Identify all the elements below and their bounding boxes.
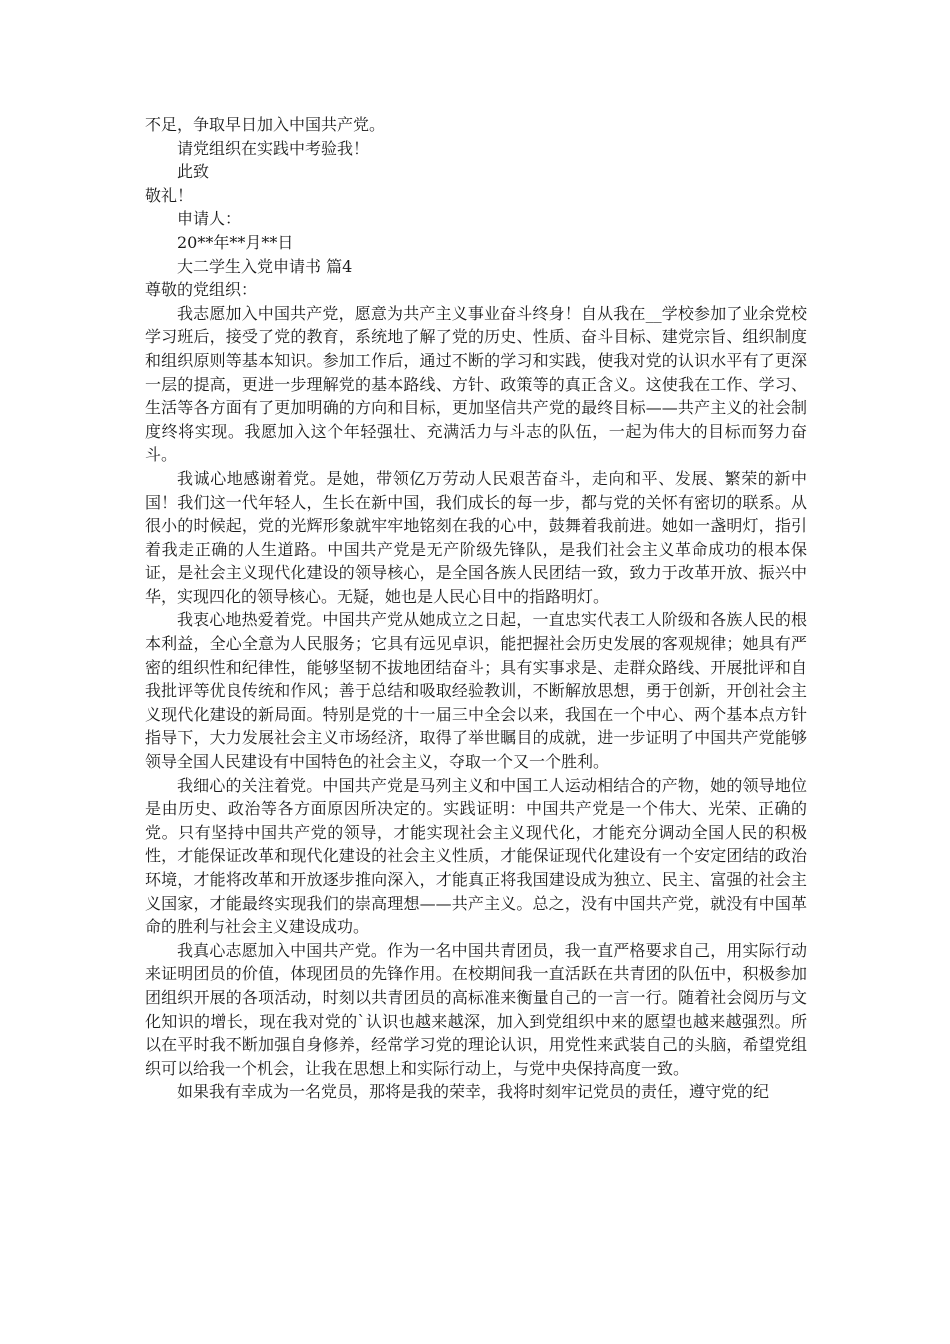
body-paragraph-1: 我志愿加入中国共产党，愿意为共产主义事业奋斗终身！自从我在__学校参加了业余党校学习班后，接受了党的教育，系统地了解了党的历史、性质、奋斗目标、建党宗旨、组织制度和组织原则等基本知识。参加工作后，通过不断的学习和实践，使我对党的认识水平有了更深一层的提高，更进一步理解党的基本路线、方针、政策等的真正含义。这使我在工作、学习、生活等各方面有了更加明确的方向和目标，更加坚信共产党的最终目标——共产主义的社会制度终将实现。我愿加入这个年轻强壮、充满活力与斗志的队伍，一起为伟大的目标而努力奋斗。 [145,303,807,465]
body-paragraph-4: 我细心的关注着党。中国共产党是马列主义和中国工人运动相结合的产物，她的领导地位是由历史、政治等各方面原因所决定的。实践证明：中国共产党是一个伟大、光荣、正确的党。只有坚持中国共产党的领导，才能实现社会主义现代化，才能充分调动全国人民的积极性，才能保证改革和现代化建设的社会主义性质，才能保证现代化建设有一个安定团结的政治环境，才能将改革和开放逐步推向深入，才能真正将我国建设成为独立、民主、富强的社会主义国家，才能最终实现我们的崇高理想——共产主义。总之，没有中国共产党，就没有中国革命的胜利与社会主义建设成功。 [145,775,807,937]
prev-letter-date: 20**年**月**日 [177,232,294,252]
prev-letter-salute-2: 敬礼！ [145,185,194,205]
body-paragraph-3: 我衷心地热爱着党。中国共产党从她成立之日起，一直忠实代表工人阶级和各族人民的根本利益，全心全意为人民服务；它具有远见卓识，能把握社会历史发展的客观规律；她具有严密的组织性和纪律性，能够坚韧不拔地团结奋斗；具有实事求是、走群众路线、开展批评和自我批评等优良传统和作风；善于总结和吸取经验教训，不断解放思想，勇于创新，开创社会主义现代化建设的新局面。特别是党的十一届三中全会以来，我国在一个中心、两个基本点方针指导下，大力发展社会主义市场经济，取得了举世瞩目的成就，进一步证明了中国共产党能够领导全国人民建设有中国特色的社会主义，夺取一个又一个胜利。 [145,610,807,772]
body-paragraph-2: 我诚心地感谢着党。是她，带领亿万劳动人民艰苦奋斗，走向和平、发展、繁荣的新中国！我们这一代年轻人，生长在新中国，我们成长的每一步，都与党的关怀有密切的联系。从很小的时候起，党的光辉形象就牢牢地铭刻在我的心中，鼓舞着我前进。她如一盏明灯，指引着我走正确的人生道路。中国共产党是无产阶级先锋队，是我们社会主义革命成功的根本保证，是社会主义现代化建设的领导核心，是全国各族人民团结一致，致力于改革开放、振兴中华，实现四化的领导核心。无疑，她也是人民心目中的指路明灯。 [145,468,807,606]
prev-letter-tail-line: 不足，争取早日加入中国共产党。 [145,115,386,134]
body-paragraph-5: 我真心志愿加入中国共产党。作为一名中国共青团员，我一直严格要求自己，用实际行动来证明团员的价值，体现团员的先锋作用。在校期间我一直活跃在共青团的队伍中，积极参加团组织开展的各项活动，时刻以共青团员的高标准来衡量自己的一言一行。随着社会阅历与文化知识的增长，现在我对党的`认识也越来越深，加入到党组织中来的愿望也越来越强烈。所以在平时我不断加强自身修养，经常学习党的理论认识，用党性来武装自己的头脑，希望党组织可以给我一个机会，让我在思想上和实际行动上，与党中央保持高度一致。 [145,940,807,1078]
section-title: 大二学生入党申请书 篇4 [177,256,353,276]
letter-greeting: 尊敬的党组织： [145,280,258,300]
prev-letter-applicant: 申请人： [177,209,242,229]
body-paragraph-6: 如果我有幸成为一名党员，那将是我的荣幸，我将时刻牢记党员的责任，遵守党的纪 [177,1082,770,1102]
document-page [145,113,807,1104]
prev-letter-salute-1: 此致 [177,162,210,182]
prev-letter-request: 请党组织在实践中考验我！ [177,138,370,158]
